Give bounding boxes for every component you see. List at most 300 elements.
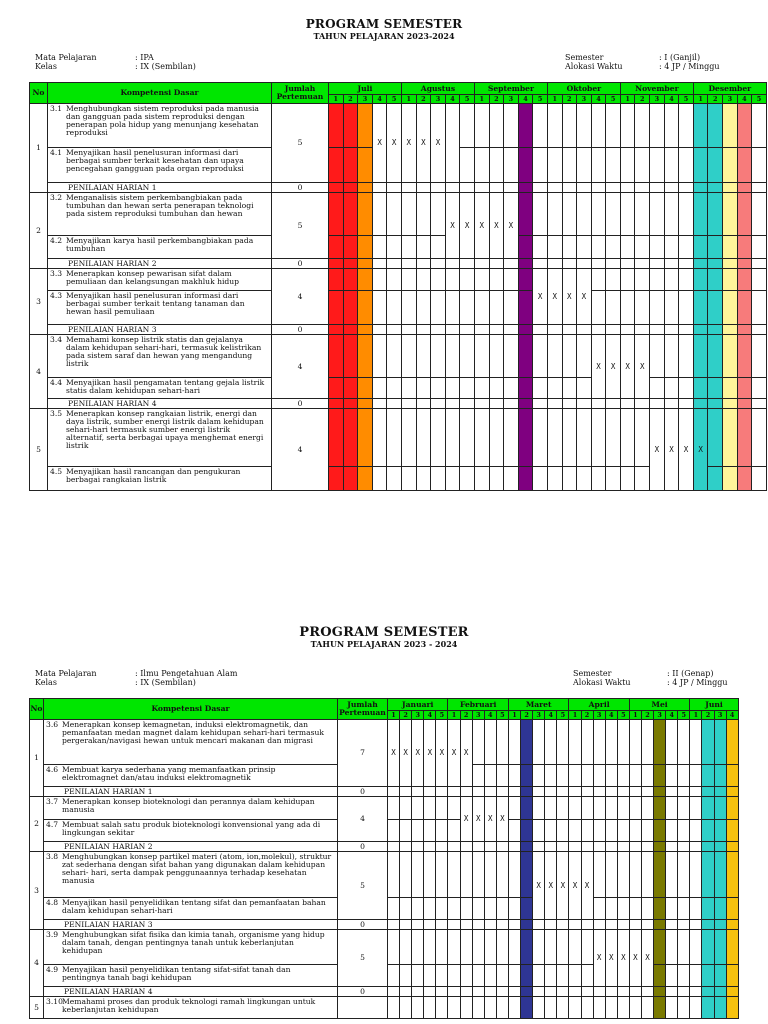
header-week: 4 [445, 95, 460, 104]
week-cell [690, 842, 702, 852]
week-cell [666, 930, 678, 965]
week-cell [518, 183, 533, 193]
competency-row [30, 269, 767, 291]
competency-code: 4.2 [50, 236, 63, 245]
week-cell [343, 183, 358, 193]
week-cell [460, 378, 475, 399]
week-cell [678, 987, 690, 997]
week-cell [547, 259, 562, 269]
meeting-count: 5 [338, 852, 388, 920]
week-cell [606, 467, 621, 491]
week-cell [504, 467, 519, 491]
week-cell [329, 148, 344, 183]
week-cell [518, 291, 533, 325]
week-cell [372, 236, 387, 259]
week-cell [521, 765, 533, 787]
week-cell [387, 291, 402, 325]
competency-cell [44, 898, 338, 920]
week-cell [737, 269, 752, 291]
competency-cell [44, 965, 338, 987]
week-cell [635, 148, 650, 183]
week-cell [533, 104, 548, 148]
assessment-row [30, 987, 739, 997]
competency-code: 3.6 [46, 720, 59, 729]
week-cell [533, 987, 545, 997]
week-cell [460, 269, 475, 291]
week-cell [591, 259, 606, 269]
week-cell [401, 325, 416, 335]
week-cell [726, 797, 738, 820]
week-cell [445, 259, 460, 269]
week-cell [472, 842, 484, 852]
week-cell [343, 193, 358, 236]
competency-text: Membuat salah satu produk bioteknologi konvensional yang ada di lingkungan sekitar [62, 820, 321, 837]
week-cell [533, 335, 548, 378]
week-cell [508, 720, 520, 765]
week-cell [581, 842, 593, 852]
week-mark: X [472, 797, 484, 842]
header-month: Juli [329, 83, 402, 95]
week-cell [620, 193, 635, 236]
week-cell [723, 467, 738, 491]
week-mark: X [448, 720, 460, 787]
week-cell [416, 193, 431, 236]
week-cell [431, 259, 446, 269]
week-mark: X [489, 193, 504, 259]
week-cell [702, 765, 714, 787]
week-cell [372, 399, 387, 409]
week-cell [679, 148, 694, 183]
week-cell [635, 399, 650, 409]
competency-text: Menerapkan konsep rangkaian listrik, energi dan daya listrik, sumber energi listrik dalam kehidupan sehari-hari termasuk sumber energi listrik alternatif, serta berbagai upaya menghemat energi listrik [66, 409, 264, 450]
week-cell [577, 378, 592, 399]
week-cell [489, 467, 504, 491]
week-cell [387, 409, 402, 467]
header-week: 1 [629, 711, 641, 720]
week-cell [460, 467, 475, 491]
week-cell [460, 409, 475, 467]
week-mark: X [460, 797, 472, 842]
week-cell [431, 269, 446, 291]
week-cell [504, 409, 519, 467]
week-cell [533, 148, 548, 183]
week-cell [714, 787, 726, 797]
week-mark: X [533, 269, 548, 325]
week-cell [412, 930, 424, 965]
week-cell [460, 335, 475, 378]
week-mark: X [388, 720, 400, 787]
week-cell [448, 787, 460, 797]
week-cell [679, 193, 694, 236]
week-cell [445, 378, 460, 399]
week-cell [508, 920, 520, 930]
week-mark: X [641, 930, 653, 987]
week-cell [606, 399, 621, 409]
week-mark: X [445, 193, 460, 259]
week-mark [445, 104, 460, 183]
week-cell [679, 378, 694, 399]
week-cell [431, 335, 446, 378]
header-week: 2 [460, 711, 472, 720]
week-mark: X [416, 104, 431, 183]
meeting-count: 0 [338, 987, 388, 997]
assessment-label: PENILAIAN HARIAN 3 [44, 920, 338, 930]
week-cell [508, 787, 520, 797]
week-mark: X [629, 930, 641, 987]
meta-value: : I (Ganjil) [659, 53, 701, 62]
week-cell [545, 920, 557, 930]
week-cell [545, 820, 557, 842]
week-cell [591, 183, 606, 193]
week-cell [678, 787, 690, 797]
header-month: April [569, 699, 629, 711]
week-cell [343, 467, 358, 491]
week-cell [547, 193, 562, 236]
week-mark: X [620, 335, 635, 399]
week-cell [474, 399, 489, 409]
week-cell [521, 720, 533, 765]
week-cell [702, 987, 714, 997]
week-cell [714, 842, 726, 852]
week-cell [412, 965, 424, 987]
week-cell [635, 259, 650, 269]
week-cell [508, 987, 520, 997]
week-cell [641, 765, 653, 787]
week-cell [504, 378, 519, 399]
header-week: 1 [508, 711, 520, 720]
week-cell [484, 920, 496, 930]
week-cell [445, 467, 460, 491]
week-mark: X [593, 930, 605, 987]
header-month: November [620, 83, 693, 95]
header-week: 5 [679, 95, 694, 104]
week-cell [424, 842, 436, 852]
header-week: 5 [387, 95, 402, 104]
meta-label: Kelas [35, 678, 57, 687]
week-cell [496, 965, 508, 987]
competency-text: Memahami proses dan produk teknologi ramah lingkungan untuk keberlanjutan kehidupan [62, 997, 316, 1014]
week-cell [431, 399, 446, 409]
week-cell [690, 920, 702, 930]
week-cell [605, 920, 617, 930]
competency-cell [48, 291, 272, 325]
week-cell [496, 898, 508, 920]
program-semester-genap [0, 625, 768, 1014]
week-cell [533, 409, 548, 467]
week-cell [436, 930, 448, 965]
week-mark: X [401, 104, 416, 183]
assessment-label: PENILAIAN HARIAN 3 [48, 325, 272, 335]
week-cell [641, 842, 653, 852]
week-cell [678, 965, 690, 987]
week-mark: X [533, 852, 545, 920]
week-cell [693, 193, 708, 236]
header-month: Februari [448, 699, 508, 711]
week-cell [489, 148, 504, 183]
week-mark: X [635, 335, 650, 399]
meta-value: : IPA [135, 53, 154, 62]
week-cell [436, 842, 448, 852]
week-cell [690, 765, 702, 787]
week-cell [679, 291, 694, 325]
week-cell [664, 291, 679, 325]
week-mark: X [562, 269, 577, 325]
week-cell [416, 467, 431, 491]
competency-cell [48, 269, 272, 291]
week-cell [521, 987, 533, 997]
week-cell [412, 898, 424, 920]
week-mark: X [504, 193, 519, 259]
week-cell [547, 183, 562, 193]
week-cell [474, 183, 489, 193]
week-cell [401, 291, 416, 325]
week-cell [650, 104, 665, 148]
week-cell [533, 193, 548, 236]
week-cell [400, 920, 412, 930]
week-cell [489, 325, 504, 335]
meeting-count: 0 [272, 399, 329, 409]
week-cell [557, 797, 569, 820]
week-cell [752, 236, 767, 259]
week-cell [581, 997, 593, 1019]
week-cell [577, 399, 592, 409]
week-cell [400, 965, 412, 987]
week-cell [431, 378, 446, 399]
week-cell [445, 409, 460, 467]
week-cell [593, 920, 605, 930]
week-cell [708, 193, 723, 236]
week-cell [474, 104, 489, 148]
week-cell [635, 409, 650, 467]
row-number: 1 [30, 104, 48, 193]
week-cell [629, 842, 641, 852]
week-cell [518, 467, 533, 491]
week-mark: X [460, 720, 472, 787]
week-cell [693, 104, 708, 148]
header-week: 5 [752, 95, 767, 104]
week-cell [424, 987, 436, 997]
week-cell [557, 930, 569, 965]
week-cell [474, 148, 489, 183]
meeting-count: 5 [272, 104, 329, 183]
week-cell [581, 987, 593, 997]
week-cell [679, 325, 694, 335]
week-cell [650, 183, 665, 193]
week-cell [593, 898, 605, 920]
header-month: Desember [693, 83, 766, 95]
week-cell [635, 291, 650, 325]
row-number: 1 [30, 720, 44, 797]
week-cell [635, 236, 650, 259]
week-cell [723, 291, 738, 325]
week-cell [484, 765, 496, 787]
week-cell [400, 820, 412, 842]
week-cell [641, 820, 653, 842]
week-cell [605, 787, 617, 797]
week-cell [460, 987, 472, 997]
header-week: 2 [635, 95, 650, 104]
week-cell [388, 997, 400, 1019]
meta-value: : IX (Sembilan) [135, 678, 196, 687]
week-cell [448, 920, 460, 930]
week-cell [557, 720, 569, 765]
assessment-row [30, 399, 767, 409]
header-row-months [30, 83, 767, 95]
week-cell [343, 104, 358, 148]
week-cell [388, 987, 400, 997]
week-cell [650, 148, 665, 183]
week-cell [533, 378, 548, 399]
meeting-count: 0 [272, 325, 329, 335]
week-cell [606, 148, 621, 183]
week-cell [708, 409, 723, 467]
competency-text: Membuat karya sederhana yang memanfaatkan prinsip elektromagnet dan/atau induksi elektromagnetik [62, 765, 276, 782]
week-cell [412, 797, 424, 820]
week-cell [714, 720, 726, 765]
week-cell [693, 325, 708, 335]
week-cell [569, 842, 581, 852]
week-cell [641, 852, 653, 898]
week-cell [372, 335, 387, 378]
week-cell [372, 183, 387, 193]
week-cell [448, 997, 460, 1019]
week-cell [702, 898, 714, 920]
week-cell [557, 920, 569, 930]
week-cell [620, 399, 635, 409]
week-cell [400, 852, 412, 898]
week-cell [591, 325, 606, 335]
week-cell [547, 335, 562, 378]
week-cell [472, 852, 484, 898]
week-cell [591, 409, 606, 467]
week-cell [474, 378, 489, 399]
week-cell [431, 467, 446, 491]
week-cell [690, 820, 702, 842]
week-cell [654, 797, 666, 820]
week-cell [448, 820, 460, 842]
competency-code: 3.1 [50, 104, 63, 113]
week-cell [460, 852, 472, 898]
week-cell [545, 997, 557, 1019]
competency-row [30, 997, 739, 1019]
header-week: 3 [358, 95, 373, 104]
week-cell [372, 325, 387, 335]
competency-text: Menyajikan hasil penelusuran informasi dari berbagai sumber terkait kesehatan dan upaya pencegahan gangguan pada organ reproduksi [66, 148, 244, 173]
week-cell [431, 236, 446, 259]
week-cell [518, 148, 533, 183]
week-cell [654, 852, 666, 898]
week-cell [562, 378, 577, 399]
week-cell [329, 325, 344, 335]
week-cell [635, 467, 650, 491]
week-cell [581, 765, 593, 787]
week-cell [726, 898, 738, 920]
week-cell [708, 325, 723, 335]
header-week: 3 [723, 95, 738, 104]
week-cell [424, 820, 436, 842]
header-week: 2 [489, 95, 504, 104]
week-cell [508, 965, 520, 987]
week-cell [358, 325, 373, 335]
week-cell [387, 236, 402, 259]
week-cell [708, 378, 723, 399]
competency-code: 3.2 [50, 193, 63, 202]
header-week: 3 [714, 711, 726, 720]
week-cell [416, 335, 431, 378]
week-cell [629, 997, 641, 1019]
week-cell [569, 965, 581, 987]
row-number: 4 [30, 335, 48, 409]
week-cell [577, 183, 592, 193]
week-cell [569, 720, 581, 765]
week-cell [714, 965, 726, 987]
competency-text: Menyajikan karya hasil perkembangbiakan pada tumbuhan [66, 236, 254, 253]
week-cell [577, 104, 592, 148]
week-cell [533, 820, 545, 842]
week-mark: X [460, 193, 475, 259]
week-mark: X [581, 852, 593, 920]
week-cell [737, 104, 752, 148]
week-cell [472, 720, 484, 765]
week-cell [654, 720, 666, 765]
header-week: 4 [591, 95, 606, 104]
week-cell [484, 930, 496, 965]
week-cell [521, 920, 533, 930]
week-cell [388, 787, 400, 797]
week-cell [581, 820, 593, 842]
week-cell [562, 104, 577, 148]
header-week: 2 [400, 711, 412, 720]
week-cell [416, 399, 431, 409]
week-cell [723, 193, 738, 236]
meta-label: Alokasi Waktu [573, 678, 631, 687]
week-cell [416, 183, 431, 193]
week-cell [635, 269, 650, 291]
week-cell [678, 898, 690, 920]
week-cell [723, 399, 738, 409]
week-cell [605, 898, 617, 920]
week-cell [448, 797, 460, 820]
meta-label: Alokasi Waktu [565, 62, 623, 71]
assessment-label: PENILAIAN HARIAN 4 [48, 399, 272, 409]
week-cell [752, 148, 767, 183]
week-cell [518, 259, 533, 269]
week-cell [752, 104, 767, 148]
week-cell [521, 842, 533, 852]
week-cell [606, 193, 621, 236]
week-cell [629, 820, 641, 842]
week-cell [577, 259, 592, 269]
competency-text: Menerapkan konsep kemagnetan, induksi elektromagnetik, dan pemanfaatan medan magnet dalam kehidupan sehari-hari termasuk pergerakan/navigasi hewan untuk mencari makanan dan migrasi [62, 720, 324, 745]
week-cell [343, 378, 358, 399]
week-cell [650, 399, 665, 409]
week-cell [591, 467, 606, 491]
meeting-count: 0 [272, 183, 329, 193]
assessment-row [30, 787, 739, 797]
week-cell [400, 997, 412, 1019]
week-cell [412, 820, 424, 842]
header-week: 1 [547, 95, 562, 104]
week-cell [508, 997, 520, 1019]
week-cell [629, 787, 641, 797]
week-mark: X [569, 852, 581, 920]
week-cell [605, 765, 617, 787]
week-cell [650, 193, 665, 236]
week-cell [650, 291, 665, 325]
header-week: 3 [533, 711, 545, 720]
week-cell [545, 720, 557, 765]
week-cell [401, 193, 416, 236]
